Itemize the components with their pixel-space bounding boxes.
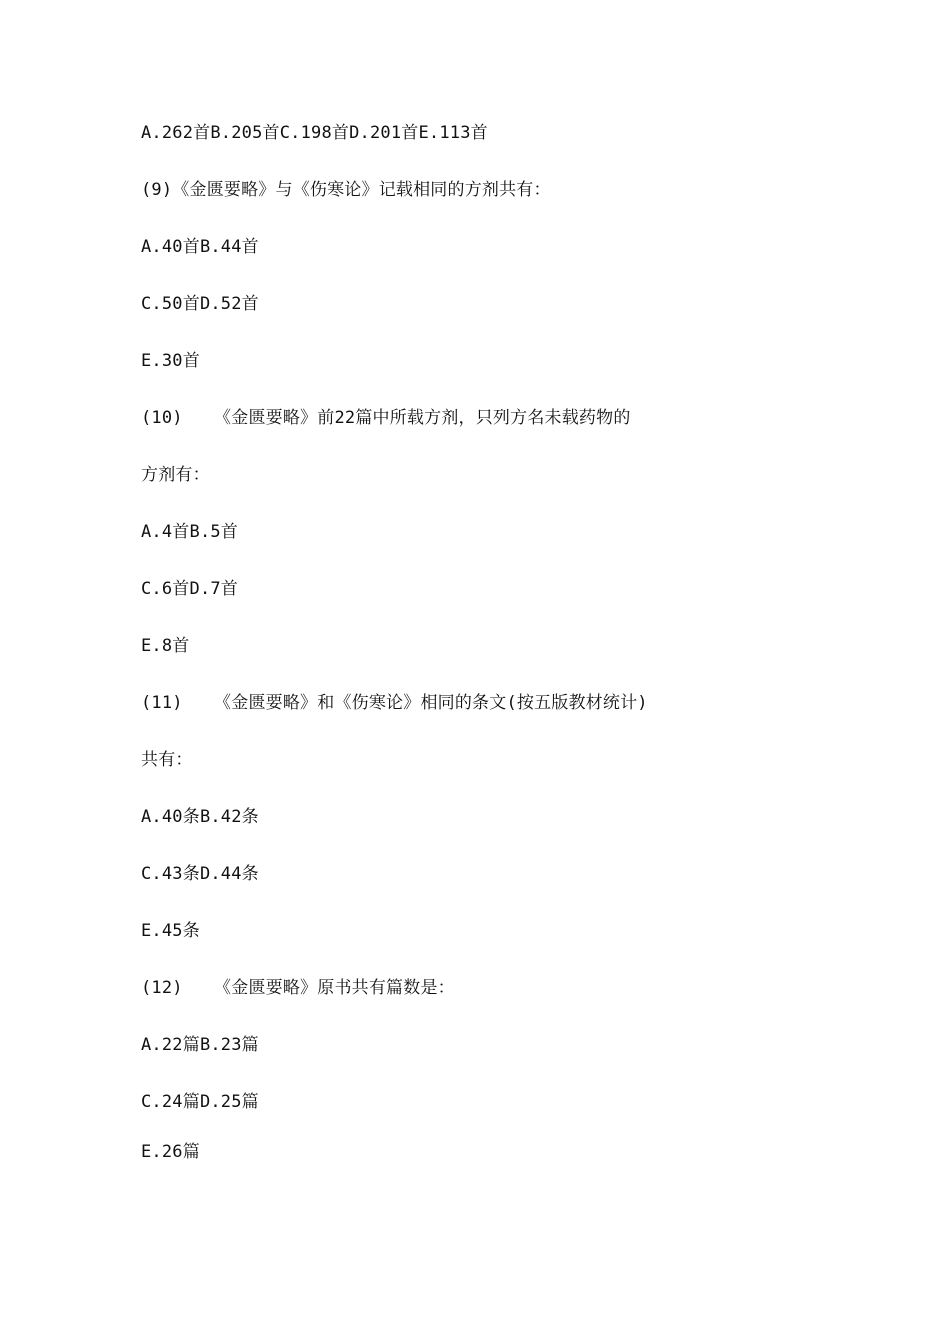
q11-question: (11) 《金匮要略》和《伤寒论》相同的条文(按五版教材统计) (141, 693, 648, 713)
q12-option-e: E.26篇 (141, 1142, 200, 1162)
q12-question: (12) 《金匮要略》原书共有篇数是： (141, 978, 455, 998)
q10-option-e: E.8首 (141, 636, 190, 656)
q11-options-ab: A.40条B.42条 (141, 807, 259, 827)
q12-options-ab: A.22篇B.23篇 (141, 1035, 259, 1055)
q9-option-e: E.30首 (141, 351, 200, 371)
q10-options-cd: C.6首D.7首 (141, 579, 239, 599)
q11-options-cd: C.43条D.44条 (141, 864, 259, 884)
q10-question: (10) 《金匮要略》前22篇中所载方剂，只列方名未载药物的 (141, 408, 631, 428)
q12-options-cd: C.24篇D.25篇 (141, 1092, 259, 1112)
q10-options-ab: A.4首B.5首 (141, 522, 239, 542)
q10-question-cont: 方剂有： (141, 465, 210, 485)
q11-option-e: E.45条 (141, 921, 200, 941)
q11-question-cont: 共有： (141, 750, 193, 770)
q8-options-line: A.262首B.205首C.198首D.201首E.113首 (141, 123, 488, 143)
q9-options-ab: A.40首B.44首 (141, 237, 259, 257)
q9-question: (9)《金匮要略》与《伤寒论》记载相同的方剂共有： (141, 180, 551, 200)
q9-options-cd: C.50首D.52首 (141, 294, 259, 314)
